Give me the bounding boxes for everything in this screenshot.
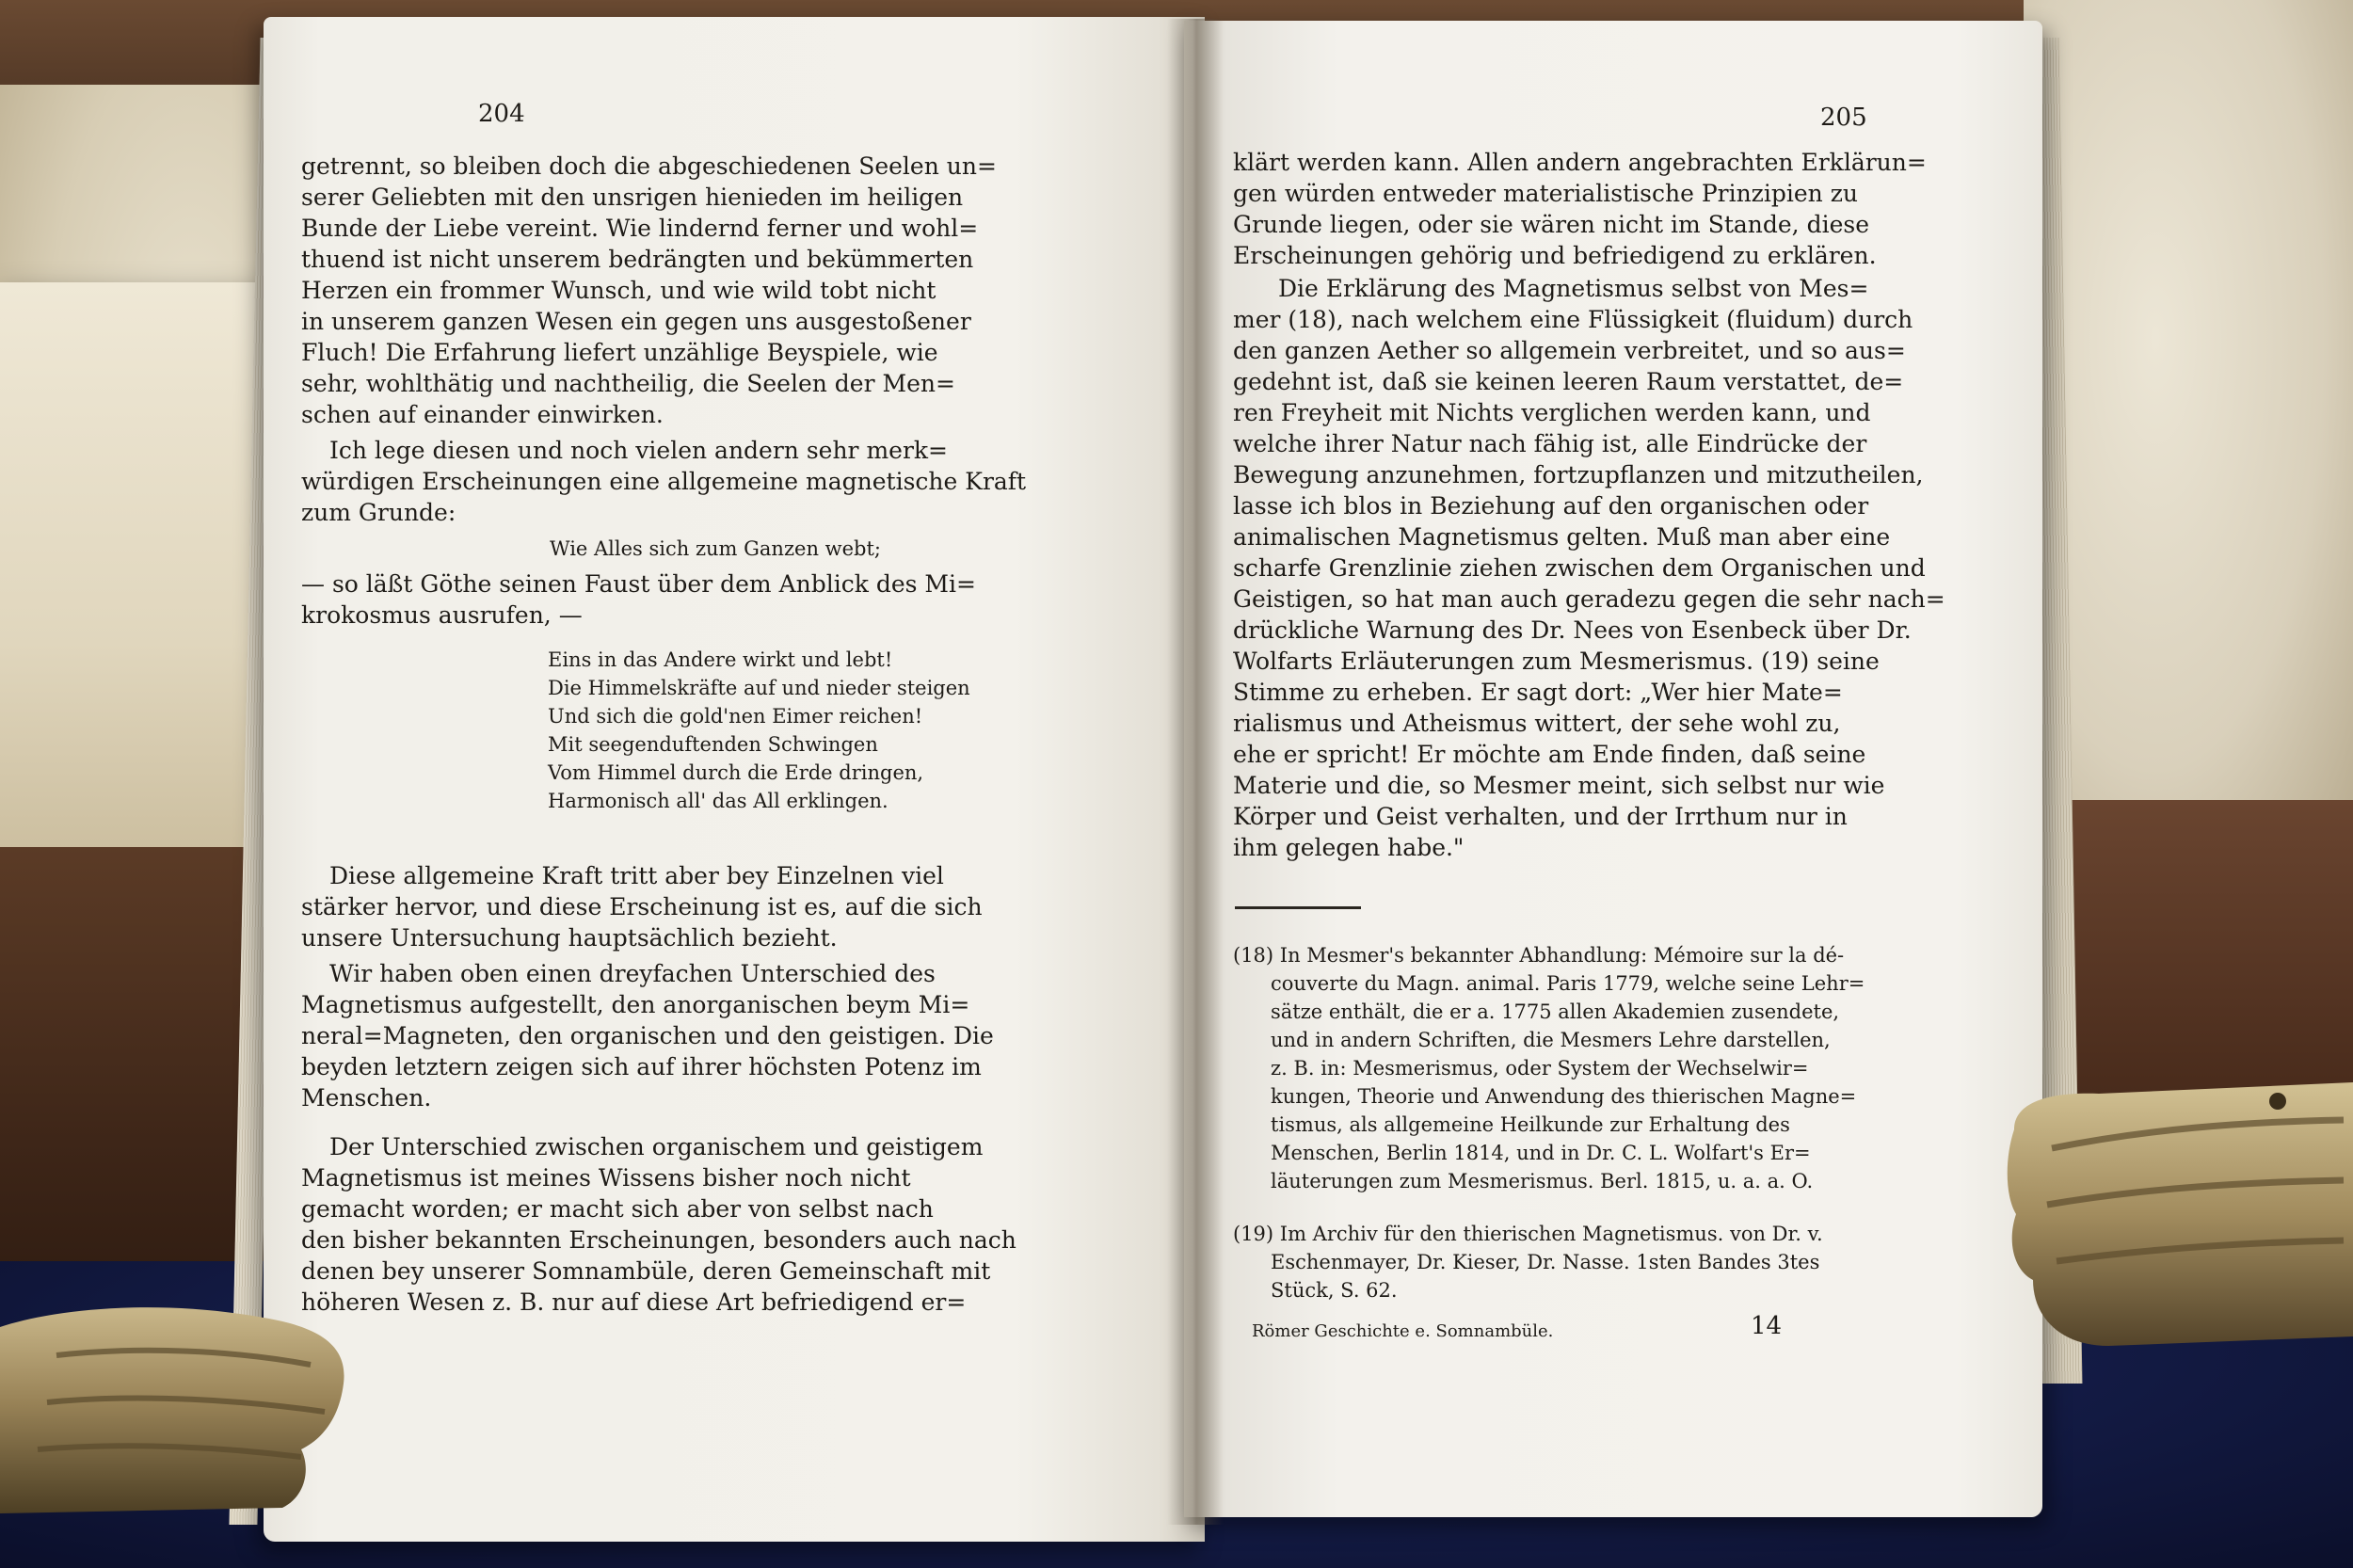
signature-line: Römer Geschichte e. Somnambüle. — [1252, 1321, 1554, 1341]
footnote-line: tismus, als allgemeine Heilkunde zur Erhaltung des — [1271, 1113, 1790, 1136]
text-line: rialismus und Atheismus wittert, der sehe wohl zu, — [1233, 710, 1841, 737]
text-line: serer Geliebten mit den unsrigen hienieden im heiligen — [301, 184, 964, 211]
verse-line: Mit seegenduftenden Schwingen — [548, 733, 878, 756]
text-line: sehr, wohlthätig und nachtheilig, die Seelen der Men= — [301, 370, 955, 397]
text-line: Ich lege diesen und noch vielen andern sehr merk= — [329, 437, 949, 464]
right-page-number: 205 — [1820, 104, 1867, 132]
text-line: Erscheinungen gehörig und befriedigend zu erklären. — [1233, 242, 1877, 269]
text-line: höheren Wesen z. B. nur auf diese Art befriedigend er= — [301, 1288, 967, 1316]
verse-line: Und sich die gold'nen Eimer reichen! — [548, 705, 923, 728]
right-paragraph-2 — [1233, 273, 1986, 863]
text-line: schen auf einander einwirken. — [301, 401, 664, 428]
text-line: mer (18), nach welchem eine Flüssigkeit (fluidum) durch — [1233, 306, 1913, 333]
text-line: welche ihrer Natur nach fähig ist, alle Eindrücke der — [1233, 430, 1867, 457]
text-line: ehe er spricht! Er möchte am Ende finden, daß seine — [1233, 741, 1866, 768]
text-line: Wolfarts Erläuterungen zum Mesmerismus. (19) seine — [1233, 648, 1880, 675]
text-line: Stimme zu erheben. Er sagt dort: „Wer hier Mate= — [1233, 679, 1843, 706]
text-line: Fluch! Die Erfahrung liefert unzählige Beyspiele, wie — [301, 339, 938, 366]
text-line: den ganzen Aether so allgemein verbreitet, und so aus= — [1233, 337, 1906, 364]
footnote-line: z. B. in: Mesmerismus, oder System der Wechselwir= — [1271, 1057, 1809, 1080]
brass-hand-holder-right — [1995, 1064, 2353, 1346]
footnote-line: läuterungen zum Mesmerismus. Berl. 1815, u. a. a. O. — [1271, 1170, 1814, 1192]
left-paragraph-3 — [301, 860, 1129, 953]
left-paragraph-1 — [301, 151, 1129, 430]
text-line: Geistigen, so hat man auch geradezu gegen die sehr nach= — [1233, 585, 1945, 613]
left-paragraph-5 — [301, 1131, 1129, 1318]
text-line: Materie und die, so Mesmer meint, sich selbst nur wie — [1233, 772, 1885, 799]
text-line: beyden letztern zeigen sich auf ihrer höchsten Potenz im — [301, 1053, 982, 1080]
text-line: Magnetismus aufgestellt, den anorganischen beym Mi= — [301, 991, 970, 1018]
text-line: Menschen. — [301, 1084, 432, 1112]
text-line: lasse ich blos in Beziehung auf den organischen oder — [1233, 492, 1869, 520]
verse-line: Vom Himmel durch die Erde dringen, — [548, 761, 924, 784]
text-line: gedehnt ist, daß sie keinen leeren Raum verstattet, de= — [1233, 368, 1904, 395]
quote-intro — [301, 568, 1129, 631]
footnote-line: couverte du Magn. animal. Paris 1779, welche seine Lehr= — [1271, 972, 1865, 995]
text-line: Körper und Geist verhalten, und der Irrthum nur in — [1233, 803, 1848, 830]
brass-hand-holder-left — [0, 1299, 358, 1515]
text-line: klärt werden kann. Allen andern angebrachten Erklärun= — [1233, 149, 1927, 176]
text-line: thuend ist nicht unserem bedrängten und bekümmerten — [301, 246, 974, 273]
text-line: Diese allgemeine Kraft tritt aber bey Einzelnen viel — [329, 862, 944, 889]
text-line: Wir haben oben einen dreyfachen Unterschied des — [329, 960, 936, 987]
text-line: krokosmus ausrufen, — — [301, 601, 583, 629]
text-line: scharfe Grenzlinie ziehen zwischen dem Organischen und — [1233, 554, 1926, 582]
footnote-line: kungen, Theorie und Anwendung des thierischen Magne= — [1271, 1085, 1857, 1108]
verse-block — [548, 646, 1112, 815]
footnote-line: und in andern Schriften, die Mesmers Lehre darstellen, — [1271, 1029, 1831, 1051]
footnote-line: Menschen, Berlin 1814, und in Dr. C. L. Wolfart's Er= — [1271, 1142, 1811, 1164]
text-line: Grunde liegen, oder sie wären nicht im Stande, diese — [1233, 211, 1869, 238]
footnote-18 — [1233, 941, 2005, 1195]
text-line: stärker hervor, und diese Erscheinung ist es, auf die sich — [301, 893, 983, 920]
text-line: ren Freyheit mit Nichts verglichen werden kann, und — [1233, 399, 1871, 426]
text-line: unsere Untersuchung hauptsächlich bezieht. — [301, 924, 838, 952]
right-paragraph-1 — [1233, 147, 1986, 271]
text-line: Bunde der Liebe vereint. Wie lindernd ferner und wohl= — [301, 215, 979, 242]
footnote-line: (19) Im Archiv für den thierischen Magnetismus. von Dr. v. — [1233, 1223, 1823, 1245]
text-line: den bisher bekannten Erscheinungen, besonders auch nach — [301, 1226, 1016, 1254]
book-gutter — [1167, 19, 1224, 1525]
left-paragraph-4 — [301, 958, 1129, 1113]
left-page-number: 204 — [478, 100, 525, 128]
text-line: Der Unterschied zwischen organischem und geistigem — [329, 1133, 984, 1160]
footnote-line: Stück, S. 62. — [1271, 1279, 1398, 1302]
vellum-book-right — [2024, 0, 2353, 847]
text-line: Wie Alles sich zum Ganzen webt; — [549, 537, 882, 560]
text-line: Bewegung anzunehmen, fortzupflanzen und mitzutheilen, — [1233, 461, 1924, 488]
verse-line: Die Himmelskräfte auf und nieder steigen — [548, 677, 970, 699]
footnote-line: (18) In Mesmer's bekannter Abhandlung: Mémoire sur la dé- — [1233, 944, 1845, 967]
footnote-line: sätze enthält, die er a. 1775 allen Akademien zusendete, — [1271, 1000, 1840, 1023]
text-line: gemacht worden; er macht sich aber von selbst nach — [301, 1195, 934, 1223]
signature-mark: 14 — [1751, 1312, 1783, 1340]
verse-line: Harmonisch all' das All erklingen. — [548, 790, 888, 812]
footnote-19 — [1233, 1220, 2005, 1304]
text-line: neral=Magneten, den organischen und den geistigen. Die — [301, 1022, 994, 1049]
text-line: in unserem ganzen Wesen ein gegen uns ausgestoßener — [301, 308, 971, 335]
text-line: getrennt, so bleiben doch die abgeschiedenen Seelen un= — [301, 152, 997, 180]
text-line: Die Erklärung des Magnetismus selbst von Mes= — [1278, 275, 1869, 302]
text-line: Herzen ein frommer Wunsch, und wie wild tobt nicht — [301, 277, 936, 304]
text-line: würdigen Erscheinungen eine allgemeine magnetische Kraft — [301, 468, 1027, 495]
text-line: gen würden entweder materialistische Prinzipien zu — [1233, 180, 1858, 207]
footnote-line: Eschenmayer, Dr. Kieser, Dr. Nasse. 1sten Bandes 3tes — [1271, 1251, 1820, 1273]
verse-line: Eins in das Andere wirkt und lebt! — [548, 648, 893, 671]
footnote-rule — [1235, 906, 1361, 909]
text-line: zum Grunde: — [301, 499, 456, 526]
text-line: ihm gelegen habe." — [1233, 834, 1465, 861]
text-line: denen bey unserer Somnambüle, deren Gemeinschaft mit — [301, 1257, 991, 1285]
text-line: — so läßt Göthe seinen Faust über dem Anblick des Mi= — [301, 570, 976, 598]
left-paragraph-2 — [301, 435, 1129, 528]
text-line: Magnetismus ist meines Wissens bisher noch nicht — [301, 1164, 911, 1192]
quote-line — [301, 535, 1129, 563]
text-line: drückliche Warnung des Dr. Nees von Esenbeck über Dr. — [1233, 616, 1912, 644]
text-line: animalischen Magnetismus gelten. Muß man aber eine — [1233, 523, 1891, 551]
